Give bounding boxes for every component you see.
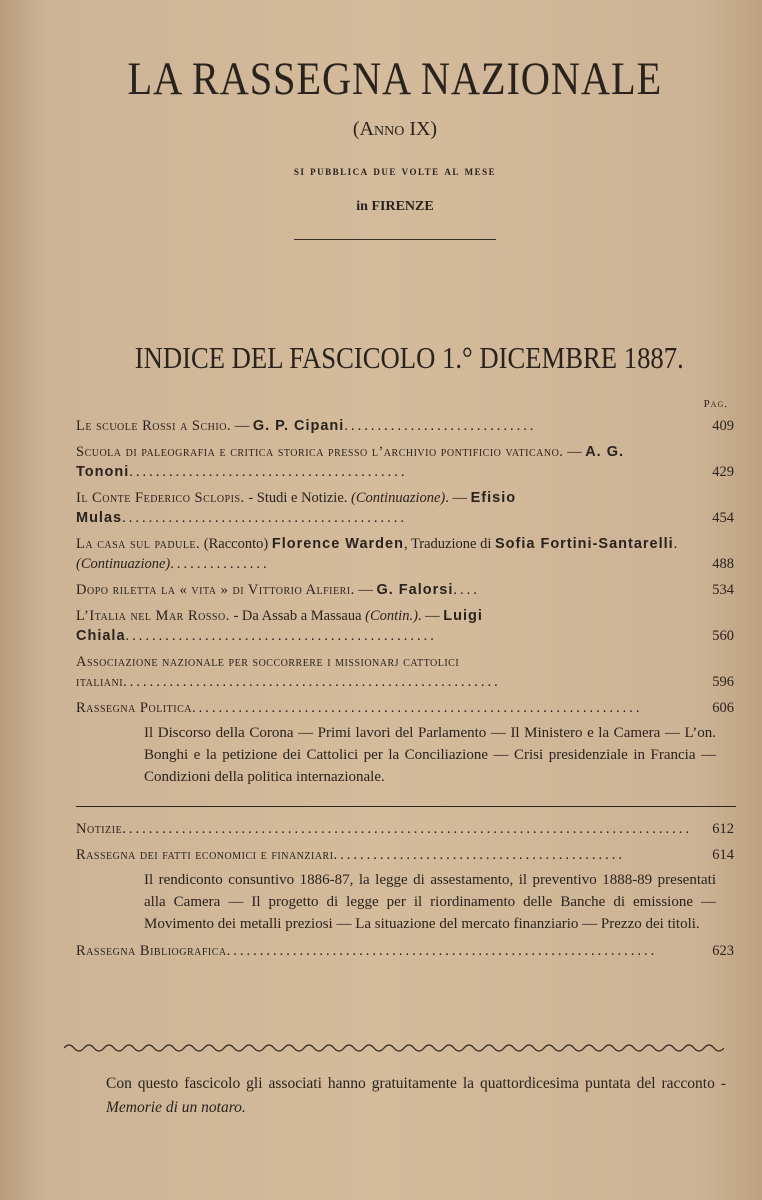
entry-page: 534	[712, 582, 734, 598]
footer-text: Con questo fascicolo gli associati hanno gratuitamente la quattordicesima puntata del racconto -	[106, 1075, 726, 1092]
toc-entry: Il Conte Federico Sclopis. - Studi e Notizie. (Continuazione). — Efisio Mulas........................................... 454	[76, 490, 734, 526]
entry-title: Rassegna Politica	[76, 700, 192, 716]
entry-page: 612	[712, 821, 734, 837]
footer-story-title: Memorie di un notaro.	[106, 1099, 246, 1116]
journal-year: (Anno IX)	[352, 118, 438, 140]
entry-title: La casa sul padule.	[76, 536, 201, 552]
footer-note	[106, 1072, 726, 1120]
toc-entry: L’Italia nel Mar Rosso. - Da Assab a Massaua (Contin.). — Luigi Chiala............................................... 560	[76, 608, 734, 644]
entry-title: Notizie	[76, 821, 123, 837]
entry-author: Luigi Chiala	[76, 608, 483, 644]
entry-page: 596	[712, 674, 734, 690]
masthead-rule	[294, 239, 496, 240]
entry-title: Rassegna dei fatti economici e finanziari	[76, 847, 334, 863]
entry-page: 488	[712, 556, 734, 572]
toc-entry: Dopo riletta la « vita » di Vittorio Alfieri. — G. Falorsi.... 534	[76, 582, 734, 598]
journal-title: LA RASSEGNA NAZIONALE	[127, 53, 663, 105]
entry-page: 409	[712, 418, 734, 434]
entry-translation-label: , Traduzione di	[403, 536, 495, 552]
publication-city: in FIRENZE	[356, 199, 434, 214]
table-of-contents	[76, 398, 736, 961]
entry-author: Florence Warden	[271, 536, 404, 552]
entry-title: Le scuole Rossi a Schio.	[76, 418, 232, 434]
entry-note: (Continuazione)	[351, 490, 446, 506]
masthead	[0, 52, 762, 240]
entry-separator: —	[563, 444, 586, 460]
entry-title: Rassegna Bibliografica	[76, 943, 227, 959]
entry-author: Efisio Mulas	[76, 490, 517, 526]
entry-separator: —	[231, 418, 253, 434]
section-divider	[76, 806, 736, 813]
toc-entry: Scuola di paleografia e critica storica presso l’archivio pontificio vaticano. — A. G. Tononi.......................................... 429	[76, 444, 734, 480]
entry-note: (Continuazione)	[76, 556, 171, 572]
entry-page: 606	[712, 700, 734, 716]
page-column-label: Pag.	[703, 398, 728, 410]
entry-summary: Il Discorso della Corona — Primi lavori del Parlamento — Il Ministero e la Camera — L’on. Bonghi e la petizione dei Cattolici per la Conciliazione — Crisi presidenziale in Francia — Condizioni della politica internazionale.	[144, 725, 716, 785]
entry-title: L’Italia nel Mar Rosso.	[76, 608, 230, 624]
entry-genre: (Racconto)	[200, 536, 272, 552]
toc-entry: Rassegna Bibliografica................................................................. 623	[76, 943, 734, 959]
entry-separator: . —	[445, 490, 471, 506]
toc-entry: Notizie...................................................................................... 612	[76, 821, 734, 837]
entry-page: 614	[712, 847, 734, 863]
entry-subtitle: - Studi e Notizie.	[244, 490, 348, 506]
toc-entry: Le scuole Rossi a Schio. — G. P. Cipani............................. 409	[76, 418, 734, 434]
entry-page: 560	[712, 628, 734, 644]
entry-title: Scuola di paleografia e critica storica presso l’archivio pontificio vaticano.	[76, 444, 564, 460]
entry-translator: Sofia Fortini-Santarelli	[494, 536, 674, 552]
index-heading	[0, 340, 762, 376]
entry-author: G. P. Cipani	[252, 418, 345, 434]
entry-page: 429	[712, 464, 734, 480]
entry-page: 623	[712, 943, 734, 959]
toc-entry: Associazione nazionale per soccorrere i missionarj cattolici italiani......................................................... 596	[76, 654, 734, 690]
wavy-divider	[64, 1040, 724, 1056]
toc-entry: Rassegna dei fatti economici e finanziari............................................ 614	[76, 847, 734, 863]
entry-summary: Il rendiconto consuntivo 1886-87, la legge di assestamento, il preventivo 1888-89 presentati alla Camera — Il progetto di legge per il riordinamento delle Banche di emissione — Movimento dei metalli preziosi — La situazione del mercato finanziario — Prezzo dei titoli.	[144, 872, 716, 932]
toc-entry: La casa sul padule. (Racconto) Florence Warden, Traduzione di Sofia Fortini-Santarelli. (Continuazione)............... 488	[76, 536, 734, 572]
publication-frequency: si pubblica due volte al mese	[293, 163, 497, 178]
entry-note: (Contin.)	[365, 608, 418, 624]
entry-page: 454	[712, 510, 734, 526]
entry-author: G. Falorsi	[376, 582, 454, 598]
entry-separator: .	[673, 536, 678, 552]
entry-separator: —	[354, 582, 377, 598]
entry-title: Dopo riletta la « vita » di Vittorio Alfieri.	[76, 582, 355, 598]
entry-title: Il Conte Federico Sclopis.	[76, 490, 245, 506]
entry-author: A. G. Tononi	[76, 444, 625, 480]
index-heading-text: INDICE DEL FASCICOLO 1.° DICEMBRE 1887.	[134, 340, 684, 375]
entry-separator: . —	[417, 608, 444, 624]
toc-entry: Rassegna Politica.................................................................... 606	[76, 700, 734, 716]
entry-subtitle: - Da Assab a Massaua	[229, 608, 366, 624]
entry-title: Associazione nazionale per soccorrere i missionarj cattolici italiani	[76, 654, 460, 690]
